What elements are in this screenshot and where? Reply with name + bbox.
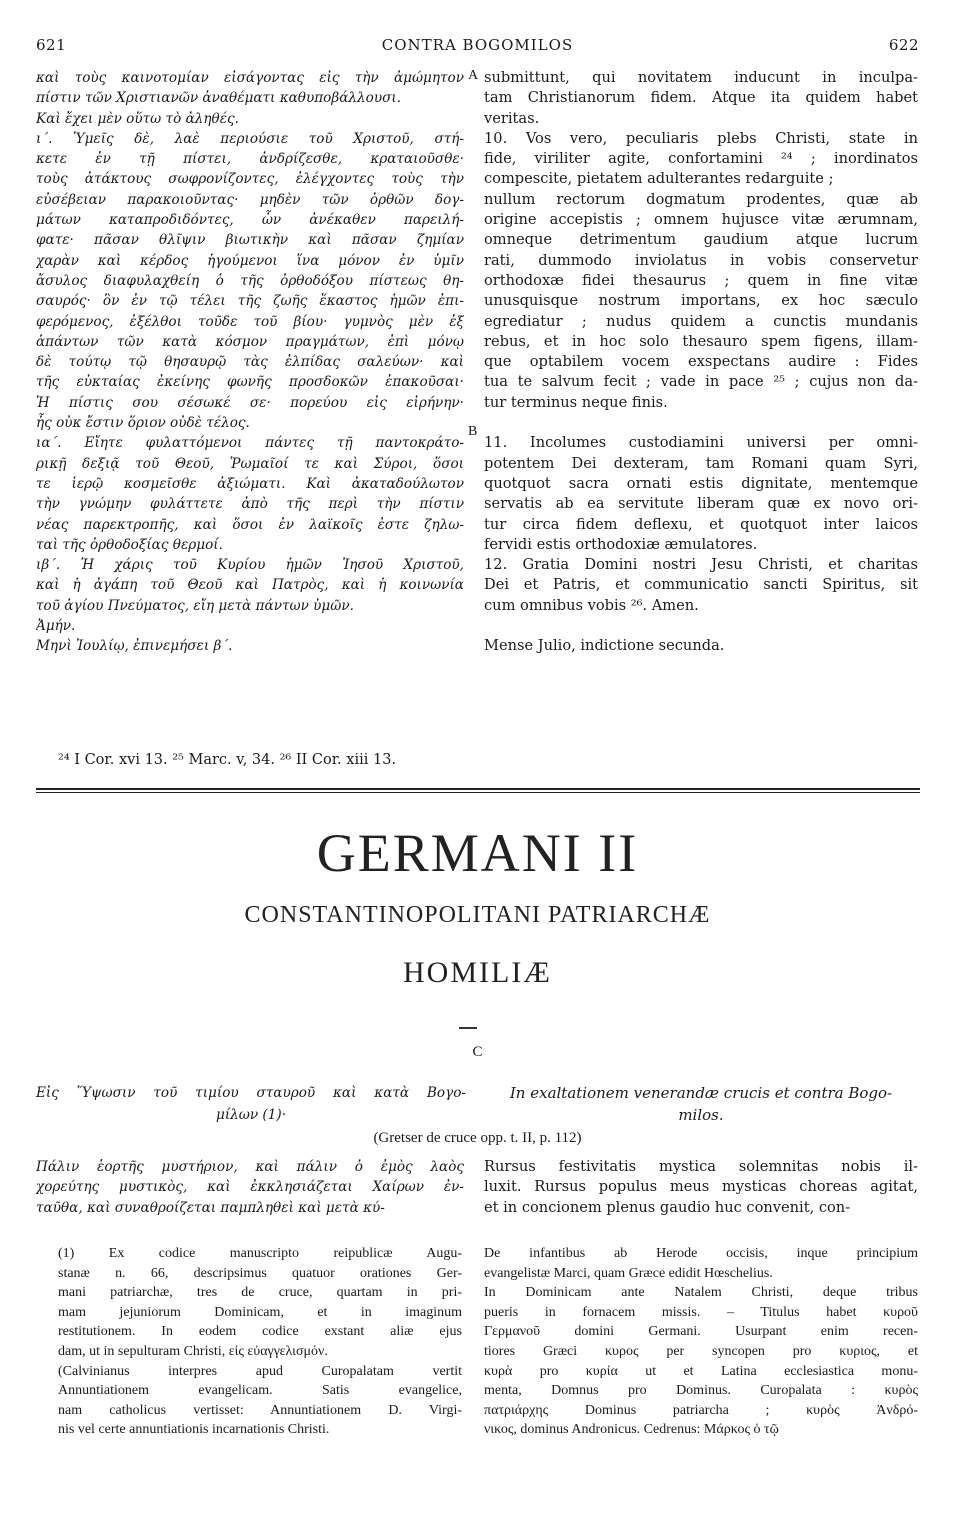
- latin-text-line: Rursus festivitatis mystica solemnitas nobis il-: [484, 1158, 918, 1175]
- footnote-line: mam jejuniorum Dominicam, et in imaginum: [58, 1304, 462, 1320]
- greek-text-line: χορεύτης μυστικὸς, καὶ ἐκκλησιάζεται Χαίρων ἐν-: [36, 1179, 464, 1196]
- greek-text-line: ι΄. Ὑμεῖς δὲ, λαὲ περιούσιε τοῦ Χριστοῦ, στή-: [36, 130, 464, 147]
- latin-text-line: servatis ab ea servitute liberam quæ ex novo ori-: [484, 495, 918, 513]
- greek-text-line: φατε· πᾶσαν θλῖψιν βιωτικὴν καὶ πᾶσαν ζημίαν: [36, 232, 464, 249]
- latin-heading-line: In exaltationem venerandæ crucis et contra Bogo-: [509, 1084, 893, 1102]
- greek-text-line: νέας παρεκτροπῆς, καὶ ὅσοι ἐν λαϊκοῖς ἐστε ζηλω-: [36, 516, 464, 533]
- latin-text-line: tua te salvum fecit ; vade in pace ²⁵ ; cujus non da-: [484, 373, 918, 391]
- greek-text-line: δὲ τούτῳ τῷ θησαυρῷ τὰς ἐλπίδας σαλεύων· καὶ: [36, 354, 464, 371]
- latin-text-line: fervidi estis orthodoxiæ æmulatores.: [484, 535, 758, 553]
- greek-text-line: ρικῇ δεξιᾷ τοῦ Θεοῦ, Ῥωμαῖοί τε καὶ Σύροι, ὅσοι: [36, 455, 464, 472]
- greek-text-line: χαρὰν καὶ κέρδος ἡγούμενοι ἵνα μόνον ἐν ὑμῖν: [36, 252, 464, 269]
- divider-rule-thin: [36, 792, 920, 793]
- source-reference: (Gretser de cruce opp. t. II, p. 112): [373, 1130, 582, 1146]
- greek-text-line: ἁπάντων τῶν κατὰ κόσμον πραγμάτων, ἐπὶ μόνῳ: [36, 333, 464, 350]
- latin-text-line: fide, viriliter agite, confortamini ²⁴ ; inordinatos: [484, 150, 918, 168]
- greek-text-line: τὴν γνώμην φυλάττετε ἀπὸ τῆς περὶ τὴν πίστιν: [36, 496, 464, 513]
- greek-text-line: σαυρός· ὃν ἐν τῷ τέλει τῆς ζωῆς ἕκαστος ἡμῶν ἐπι-: [36, 293, 464, 310]
- greek-text-line: μάτων καταπροδιδόντες, ὧν ἀνέκαθεν παρειλή-: [36, 212, 464, 229]
- title-homiliae: HOMILIÆ: [403, 956, 552, 989]
- latin-text-line: potentem Dei dexteram, tam Romani quam Syri,: [484, 454, 918, 472]
- latin-text-line: veritas.: [484, 109, 540, 127]
- latin-text-line: 11. Incolumes custodiamini universi per omni-: [484, 434, 918, 452]
- latin-text-line: quotquot sacra ornati estis dignitate, mentemque: [484, 474, 918, 492]
- latin-text-line: nullum rectorum dogmatum prodentes, quæ ab: [484, 190, 918, 208]
- greek-heading-line: μίλων (1)·: [215, 1107, 287, 1123]
- greek-text-line: ιβ΄. Ἡ χάρις τοῦ Κυρίου ἡμῶν Ἰησοῦ Χριστοῦ,: [36, 557, 464, 574]
- greek-text-line: τοῦ ἁγίου Πνεύματος, εἴη μετὰ πάντων ὑμῶν.: [36, 597, 354, 614]
- margin-letter-b: B: [468, 424, 478, 439]
- page-number-right: 622: [888, 36, 919, 54]
- footnote-line: mani patriarchæ, tres de cruce, quartam in pri-: [58, 1285, 462, 1301]
- latin-text-line: tam Christianorum fidem. Atque ita quidem habet: [484, 89, 918, 107]
- greek-text-line: καὶ ἡ ἀγάπη τοῦ Θεοῦ καὶ Πατρὸς, καὶ ἡ κοινωνία: [36, 577, 464, 594]
- greek-text-line: Πάλιν ἑορτῆς μυστήριον, καὶ πάλιν ὁ ἐμὸς λαὸς: [36, 1159, 464, 1175]
- footnote-line: πατριάρχης Dominus patriarcha ; κυρὸς Ἀνδρό-: [484, 1402, 918, 1418]
- footnote-line: Γερμανοῦ domini Germani. Usurpant enim recen-: [484, 1324, 918, 1340]
- latin-text-line: rebus, et in hoc solo thesauro spem figens, illam-: [484, 332, 918, 350]
- footnote-line: nis vel certe annuntiationis incarnationis Christi.: [58, 1422, 330, 1438]
- latin-text-line: rati, dummodo inviolatus in vobis conservetur: [484, 251, 918, 269]
- latin-text-line: [484, 616, 918, 636]
- greek-text-line: τῆς εὐκταίας ἐκείνης φωνῆς προσδοκῶν ἐπακοῦσαι·: [36, 374, 464, 391]
- latin-text-line: que optabilem vocem exspectans audire : Fides: [484, 353, 918, 371]
- footnote-line: nam catholicus vertisset: Annuntiationem D. Virgi-: [58, 1402, 462, 1418]
- greek-text-line: ταὶ τῆς ὀρθοδοξίας θερμοί.: [36, 536, 223, 553]
- greek-column-top: [36, 68, 464, 657]
- footnote-line: De infantibus ab Herode occisis, inque principium: [484, 1246, 918, 1261]
- latin-column-top: [484, 68, 918, 657]
- margin-letter-a: A: [468, 68, 479, 83]
- latin-text-line: Mense Julio, indictione secunda.: [484, 637, 725, 655]
- greek-text-line: ταῦθα, καὶ συναθροίζεται παμπληθεὶ καὶ μετὰ κύ-: [36, 1199, 385, 1216]
- footnote-line: (Calvinianus interpres apud Curopalatam vertit: [58, 1363, 462, 1379]
- greek-text-line: καὶ τοὺς καινοτομίαν εἰσάγοντας εἰς τὴν ἀμώμητον: [36, 70, 464, 86]
- latin-heading-line: milos.: [678, 1106, 724, 1124]
- footnote-left: [58, 1244, 462, 1440]
- main-title: GERMANI II: [316, 823, 639, 883]
- greek-text-line: εὐσέβειαν παρακοιοῦντας· μηδὲν τῶν ὀρθῶν δογ-: [36, 191, 464, 208]
- latin-text-line: origine accepistis ; omnem hujusce vitæ ærumnam,: [484, 211, 918, 229]
- footnote-line: (1) Ex codice manuscripto reipublicæ Augu-: [58, 1246, 462, 1261]
- footnote-line: restitutionem. In eodem codice exstant aliæ ejus: [58, 1324, 462, 1340]
- footnote-line: κυρὰ pro κυρία ut et Latina ecclesiastica monu-: [484, 1363, 918, 1379]
- footnote-line: dam, ut in sepulturam Christi, εἰς εὐαγγελισμόν.: [58, 1343, 328, 1359]
- greek-text-line: Ἀμήν.: [36, 618, 76, 635]
- latin-text-line: luxit. Rursus populus meus mysticas choreas agitat,: [484, 1178, 918, 1196]
- latin-text-line: compescite, pietatem adulterantes redarguite ;: [484, 170, 834, 188]
- latin-text-line: orthodoxæ fidei thesaurus ; quem in fine vitæ: [484, 271, 918, 289]
- greek-text-line: ἄσυλος διαφυλαχθείη ὁ τῆς ὀρθοδόξου πίστεως θη-: [36, 272, 464, 289]
- latin-text-line: 12. Gratia Domini nostri Jesu Christi, et charitas: [484, 556, 918, 574]
- latin-column-body: [484, 1157, 918, 1218]
- greek-heading-line: Εἰς Ὕψωσιν τοῦ τιμίου σταυροῦ καὶ κατὰ Βογο-: [36, 1085, 466, 1101]
- latin-homily-heading: [484, 1082, 918, 1126]
- page-number-left: 621: [36, 36, 67, 54]
- greek-text-line: τοὺς ἀτάκτους σωφρονίζοντες, ἐλέγχοντες τοὺς τὴν: [36, 171, 464, 188]
- divider-rule: [36, 788, 920, 790]
- footnote-line: stanæ n. 66, descripsimus quatuor orationes Ger-: [58, 1265, 462, 1281]
- greek-text-line: κετε ἐν τῇ πίστει, ἀνδρίζεσθε, κραταιοῦσθε·: [36, 151, 464, 168]
- footnote-line: pueris in fornacem missis. – Titulus habet κυροῦ: [484, 1304, 918, 1320]
- homily-number: C: [472, 1044, 483, 1060]
- greek-text-line: Καὶ ἔχει μὲν οὕτω τὸ ἀληθές.: [36, 110, 239, 127]
- title-dash: [459, 1027, 477, 1029]
- latin-text-line: tur terminus neque finis.: [484, 393, 668, 411]
- footnote-line: νικος, dominus Andronicus. Cedrenus: Μάρκος ὁ τῷ: [484, 1422, 779, 1438]
- footnote-line: evangelistæ Marci, quam Græce edidit Hœschelius.: [484, 1265, 773, 1281]
- greek-text-line: ἧς οὐκ ἔστιν ὅριον οὐδὲ τέλος.: [36, 415, 250, 432]
- latin-text-line: cum omnibus vobis ²⁶. Amen.: [484, 596, 699, 614]
- footnote-line: Annuntiationem evangelicam. Satis evangelice,: [58, 1383, 462, 1399]
- footnote-right: [484, 1244, 918, 1440]
- greek-homily-heading: [36, 1082, 466, 1126]
- footnote-line: menta, Domnus pro Dominus. Curopalata : κυρὸς: [484, 1383, 918, 1399]
- greek-text-line: Ἡ πίστις σου σέσωκέ σε· πορεύου εἰς εἰρήνην·: [36, 394, 464, 411]
- greek-column-body: [36, 1157, 464, 1218]
- latin-text-line: et in concionem plenus gaudio huc convenit, con-: [484, 1198, 851, 1216]
- latin-text-line: 10. Vos vero, peculiaris plebs Christi, state in: [484, 129, 918, 147]
- greek-text-line: Μηνὶ Ἰουλίῳ, ἐπινεμήσει β΄.: [36, 638, 233, 655]
- latin-text-line: Dei et Patris, et communicatio sancti Spiritus, sit: [484, 576, 918, 594]
- latin-text-line: [484, 413, 918, 433]
- latin-text-line: tur circa fidem deflexu, et quotquot inter laicos: [484, 515, 918, 533]
- latin-text-line: egrediatur ; nudus quidem a cunctis mundanis: [484, 312, 918, 330]
- running-header: [36, 36, 919, 58]
- greek-text-line: πίστιν τῶν Χριστιανῶν ἀναθέματι καθυποβάλλουσι.: [36, 90, 402, 107]
- footnote-line: tiores Græci κυρος per syncopen pro κυριος, et: [484, 1343, 918, 1359]
- footnote-line: In Dominicam ante Natalem Christi, deque tribus: [484, 1285, 918, 1301]
- subtitle: CONSTANTINOPOLITANI PATRIARCHÆ: [244, 902, 711, 928]
- greek-text-line: τε ἱερῷ κοσμεῖσθε ἀξιώματι. Καὶ ἀκαταδούλωτον: [36, 475, 464, 492]
- running-title: CONTRA BOGOMILOS: [381, 36, 574, 54]
- latin-text-line: omneque detrimentum gaudium atque lucrum: [484, 231, 918, 249]
- latin-text-line: submittunt, qui novitatem inducunt in inculpa-: [484, 69, 918, 86]
- greek-text-line: ια΄. Εἴητε φυλαττόμενοι πάντες τῇ παντοκράτο-: [36, 435, 464, 452]
- scripture-notes: ²⁴ I Cor. xvi 13. ²⁵ Marc. v, 34. ²⁶ II Cor. xiii 13.: [58, 752, 397, 768]
- greek-text-line: φερόμενος, ἐξέλθοι τοῦδε τοῦ βίου· γυμνὸς μὲν ἐξ: [36, 313, 464, 330]
- latin-text-line: unusquisque nostrum importans, ex hoc sæculo: [484, 292, 918, 310]
